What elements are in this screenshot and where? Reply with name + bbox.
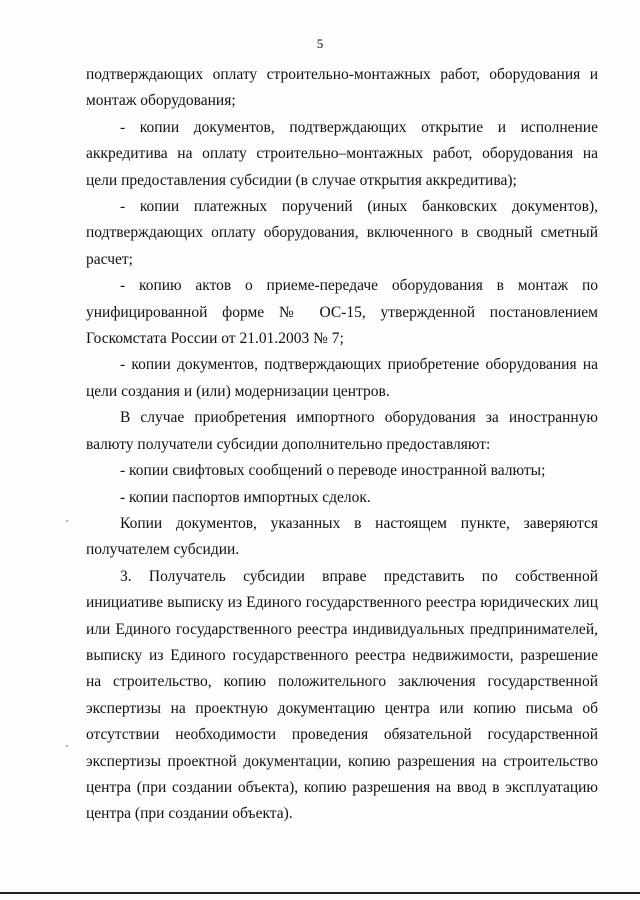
list-item-accreditive-docs: - копии документов, подтверждающих открытие и исполнение аккредитива на оплату строительно–монтажных работ, оборудования на цели предоставления субсидии (в случае открытия аккредитива); xyxy=(86,118,598,189)
scan-bottom-edge xyxy=(0,892,640,894)
list-item-swift-messages: - копии свифтовых сообщений о переводе иностранной валюты; xyxy=(120,462,546,480)
paragraph-import-equipment: В случае приобретения импортного оборудования за иностранную валюту получатели субсидии дополнительно предоставляют: xyxy=(86,409,598,453)
scan-speck xyxy=(66,520,68,522)
page-number: 5 xyxy=(316,36,324,51)
list-item-acceptance-acts: - копию актов о приеме-передаче оборудования в монтаж по унифицированной форме № ОС-15, утвержденной постановлением Госкомстата России от 21.01.2003 № 7; xyxy=(86,277,598,348)
list-item-purchase-docs: - копии документов, подтверждающих приобретение оборудования на цели создания и (или) модернизации центров. xyxy=(86,356,598,400)
paragraph-point-3: 3. Получатель субсидии вправе представить по собственной инициативе выписку из Единого государственного реестра юридических лиц или Единого государственного реестра индивидуальных предпринимателей, выписку из Единого государственного реестра недвижимости, разрешение на строительство, копию положительного заключения государственной экспертизы на проектную документацию центра или копию письма об отсутствии необходимости проведения обязательной государственной экспертизы проектной документации, копию разрешения на строительство центра (при создании объекта), копию разрешения на ввод в эксплуатацию центра (при создании объекта). xyxy=(86,567,598,823)
paragraph-certification: Копии документов, указанных в настоящем пункте, заверяются получателем субсидии. xyxy=(86,514,598,559)
scan-speck xyxy=(66,745,68,747)
paragraph-continuation: подтверждающих оплату строительно-монтажных работ, оборудования и монтаж оборудования; xyxy=(86,66,598,110)
document-body xyxy=(86,62,598,828)
list-item-import-passports: - копии паспортов импортных сделок. xyxy=(120,488,371,506)
list-item-payment-orders: - копии платежных поручений (иных банковских документов), подтверждающих оплату оборудования, включенного в сводный сметный расчет; xyxy=(86,198,598,268)
